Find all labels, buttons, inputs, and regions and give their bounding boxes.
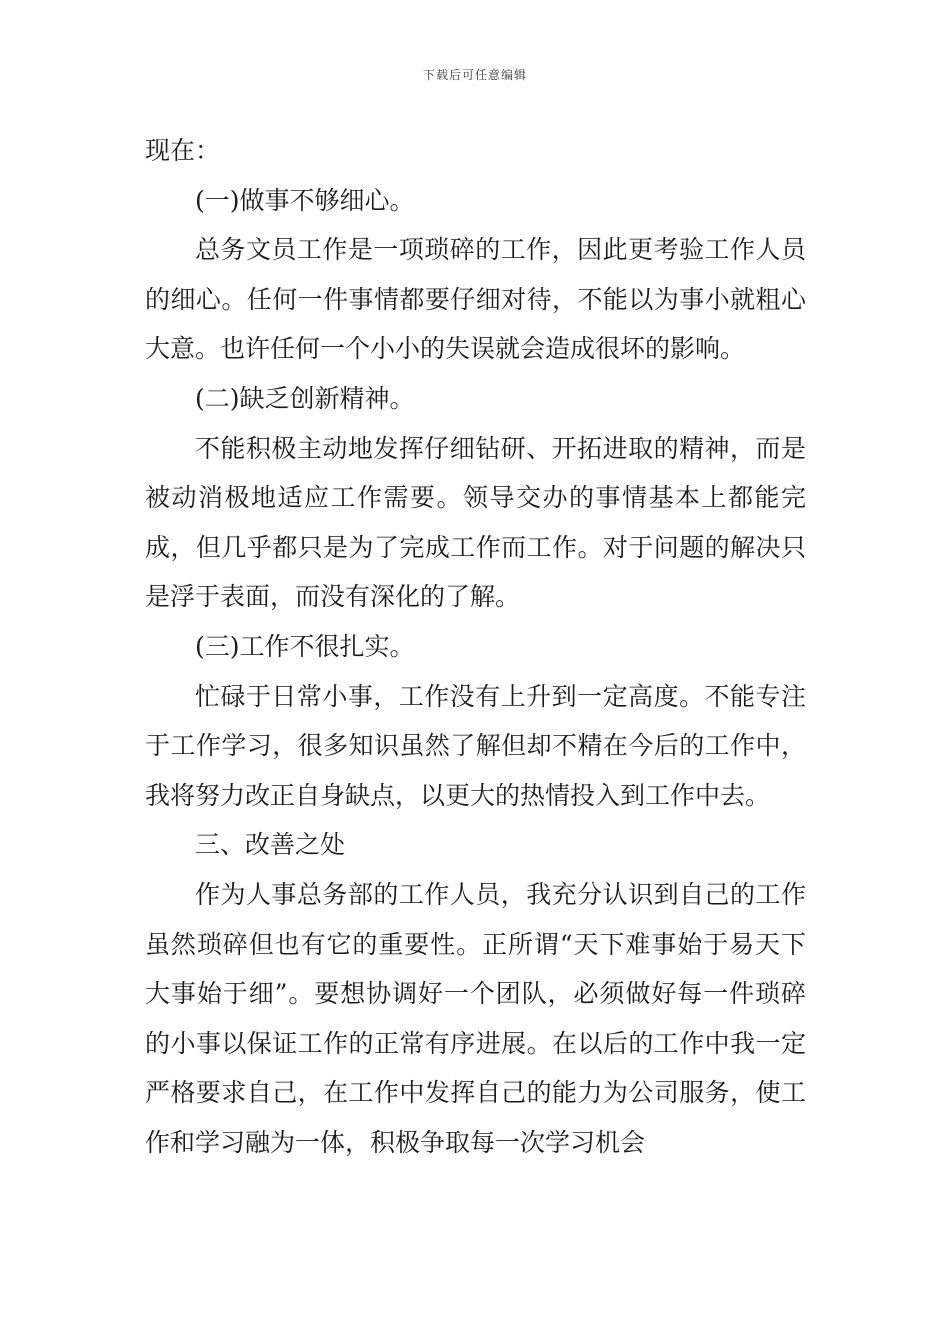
page-header: 下载后可任意编辑	[422, 68, 527, 82]
paragraph-improvements: 作为人事总务部的工作人员，我充分认识到自己的工作虽然琐碎但也有它的重要性。正所谓“天下难事始于易天下大事始于细”。要想协调好一个团队，必须做好每一件琐碎的小事以保证工作的正常有序进展。在以后的工作中我一定严格要求自己，在工作中发挥自己的能力为公司服务，使工作和学习融为一体，积极争取每一次学习机会	[145, 879, 806, 1157]
paragraph-item-3: 忙碌于日常小事，工作没有上升到一定高度。不能专注于工作学习，很多知识虽然了解但却不精在今后的工作中，我将努力改正自身缺点，以更大的热情投入到工作中去。	[145, 681, 806, 810]
paragraph-intro: 现在：	[145, 136, 221, 165]
heading-item-3: (三)工作不很扎实。	[195, 631, 415, 661]
heading-item-2: (二)缺乏创新精神。	[195, 383, 415, 413]
section-heading-improvements: 三、改善之处	[195, 830, 346, 860]
paragraph-item-2: 不能积极主动地发挥仔细钻研、开拓进取的精神，而是被动消极地适应工作需要。领导交办的事情基本上都能完成，但几乎都只是为了完成工作而工作。对于问题的解决只是浮于表面，而没有深化的了解。	[145, 433, 806, 612]
heading-item-1: (一)做事不够细心。	[195, 185, 415, 215]
paragraph-item-1: 总务文员工作是一项琐碎的工作，因此更考验工作人员的细心。任何一件事情都要仔细对待，不能以为事小就粗心大意。也许任何一个小小的失误就会造成很坏的影响。	[145, 235, 806, 364]
document-body	[145, 126, 806, 1167]
